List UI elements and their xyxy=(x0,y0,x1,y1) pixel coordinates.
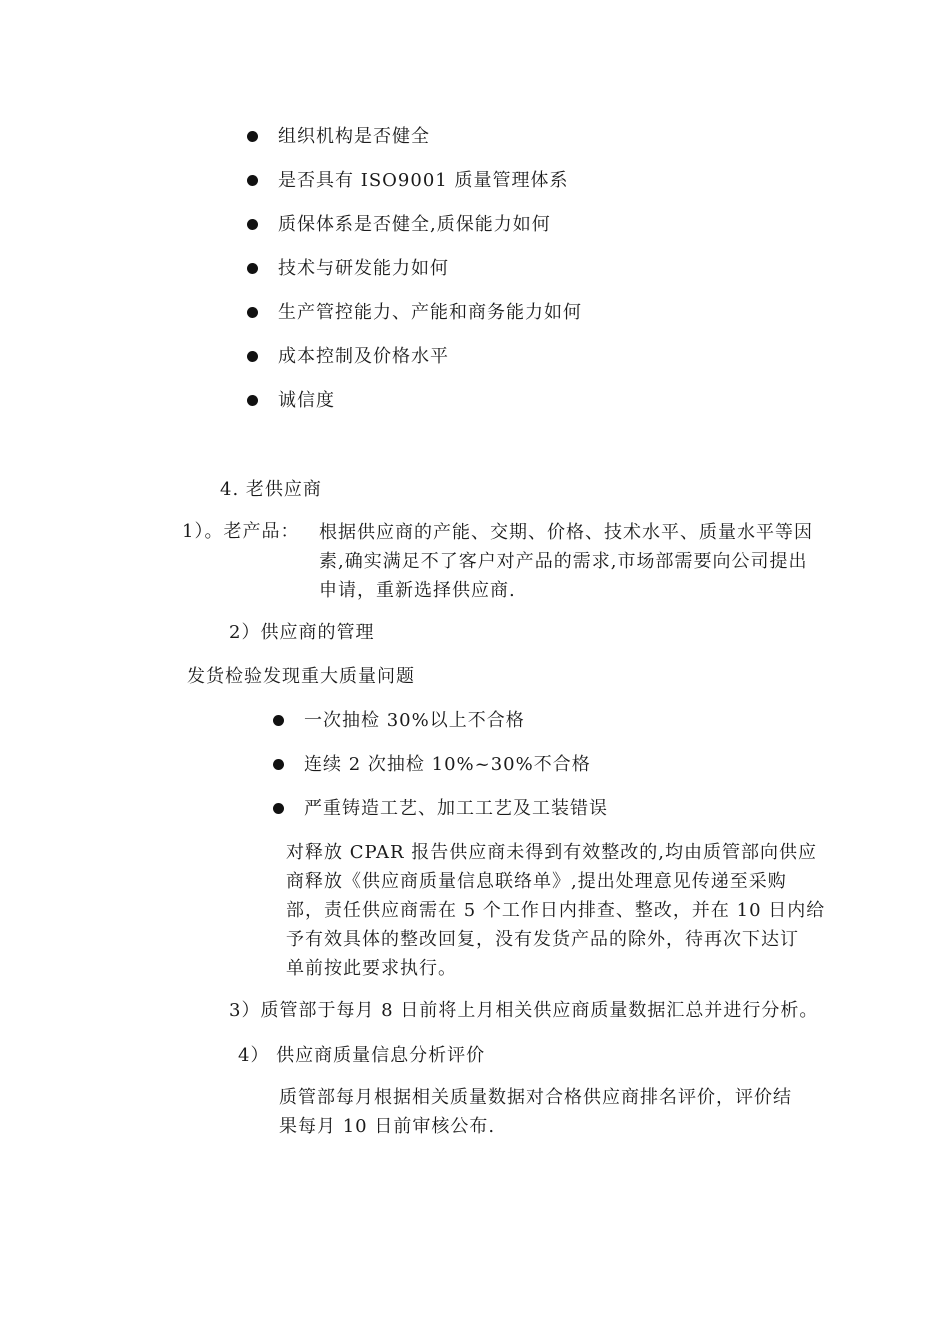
paragraph-line: 果每月 10 日前审核公布. xyxy=(279,1116,496,1137)
paragraph-line: 商释放《供应商质量信息联络单》,提出处理意见传递至采购 xyxy=(286,871,787,892)
list-item-text: 诚信度 xyxy=(278,390,335,411)
list-item-text: 生产管控能力、产能和商务能力如何 xyxy=(278,302,582,323)
bullet-icon xyxy=(247,175,258,186)
item1-paragraph xyxy=(319,518,813,605)
paragraph-line: 质管部每月根据相关质量数据对合格供应商排名评价，评价结 xyxy=(279,1087,792,1108)
list-item-text: 连续 2 次抽检 10%~30%不合格 xyxy=(304,754,591,775)
item4-heading: 4） 供应商质量信息分析评价 xyxy=(238,1045,486,1066)
bullet-icon xyxy=(247,131,258,142)
paragraph-line: 根据供应商的产能、交期、价格、技术水平、质量水平等因 xyxy=(319,522,813,543)
bullet-icon xyxy=(247,351,258,362)
bullet-icon xyxy=(247,219,258,230)
paragraph-line: 予有效具体的整改回复，没有发货产品的除外，待再次下达订 xyxy=(286,929,799,950)
paragraph-line: 部，责任供应商需在 5 个工作日内排查、整改，并在 10 日内给 xyxy=(286,900,826,921)
list-item-text: 组织机构是否健全 xyxy=(278,126,430,147)
issue-heading: 发货检验发现重大质量问题 xyxy=(187,666,415,687)
list-item-text: 是否具有 ISO9001 质量管理体系 xyxy=(278,170,569,191)
bullet-icon xyxy=(273,759,284,770)
list-item-text: 质保体系是否健全,质保能力如何 xyxy=(278,214,551,235)
item2-heading: 2）供应商的管理 xyxy=(229,622,375,643)
list-item-text: 严重铸造工艺、加工工艺及工装错误 xyxy=(304,798,608,819)
bullet-icon xyxy=(247,307,258,318)
bullet-icon xyxy=(247,395,258,406)
paragraph-line: 对释放 CPAR 报告供应商未得到有效整改的,均由质管部向供应 xyxy=(286,842,817,863)
bullet-icon xyxy=(247,263,258,274)
item4-paragraph xyxy=(279,1083,792,1141)
section-heading: 4. 老供应商 xyxy=(220,479,322,500)
paragraph-line: 单前按此要求执行。 xyxy=(286,958,457,979)
list-item-text: 成本控制及价格水平 xyxy=(278,346,449,367)
list-item-text: 技术与研发能力如何 xyxy=(278,258,449,279)
bullet-icon xyxy=(273,715,284,726)
paragraph-line: 申请，重新选择供应商. xyxy=(319,580,516,601)
paragraph-line: 素,确实满足不了客户对产品的需求,市场部需要向公司提出 xyxy=(319,551,808,572)
item3-text: 3）质管部于每月 8 日前将上月相关供应商质量数据汇总并进行分析。 xyxy=(229,1000,819,1021)
item1-label: 1）。老产品： xyxy=(182,521,300,542)
bullet-icon xyxy=(273,803,284,814)
list-item-text: 一次抽检 30%以上不合格 xyxy=(304,710,525,731)
cpar-paragraph xyxy=(286,838,825,983)
